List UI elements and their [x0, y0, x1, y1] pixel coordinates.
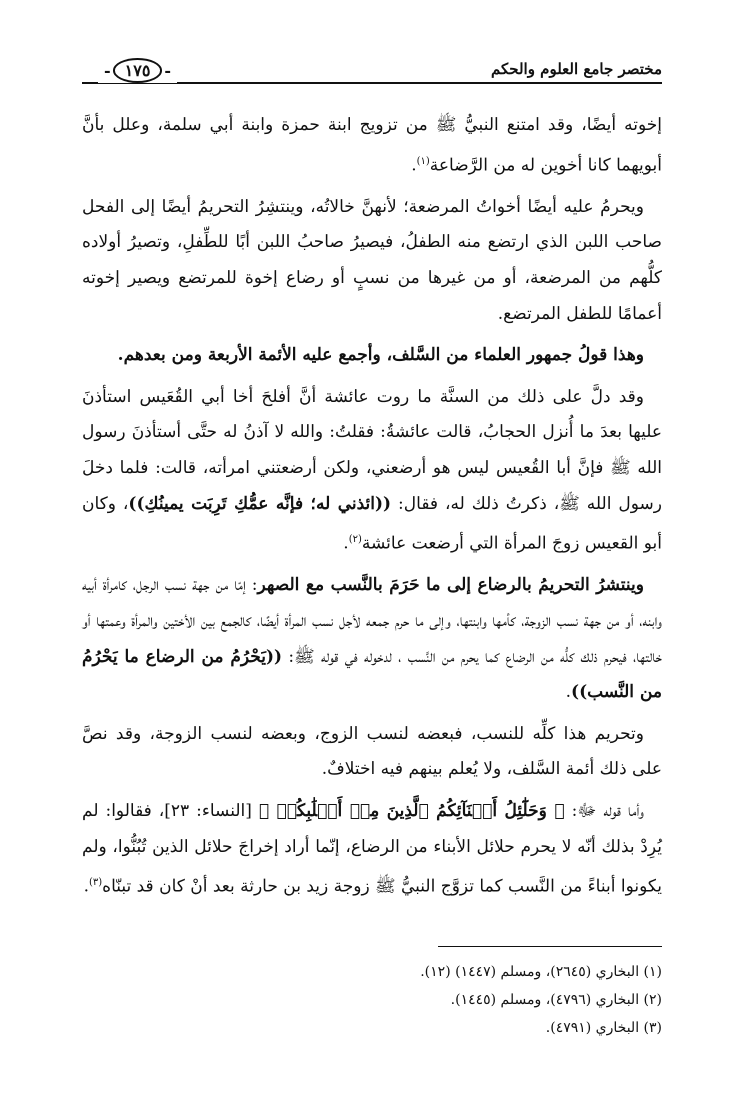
footnote-item: (١) البخاري (٢٦٤٥)، ومسلم (١٤٤٧) (١٢). — [420, 964, 662, 980]
book-title: مختصر جامع العلوم والحكم — [483, 60, 662, 78]
text-segment: وتحريم هذا كلِّه للنسب، فبعضه لنسب الزوج، وبعضه لنسب الزوجة، وقد نصَّ على ذلك أئمة السَّلف، ولا يُعلم بينهم فيه اختلافٌ. — [82, 723, 662, 780]
footnotes — [82, 958, 662, 1042]
text-segment: وقد دلَّ على ذلك من السنَّة ما روت عائشة أنَّ أفلحَ أخا أبي القُعَيس استأذنَ عليها بعدَ ما أُنزل الحجابُ، قالت عائشةُ: فقلتُ: والله لا آذنُ له حتَّى أستأذنَ رسول الله ﷺ فإنَّ أبا القُعيس ليس هو أرضعني، ولكن أرضعتني امرأته، قالت: فلما دخلَ رسول الله ﷺ، ذكرتُ ذلك له، فقال: — [82, 386, 662, 514]
text-segment: . — [411, 155, 417, 176]
dash-left: - — [104, 61, 111, 80]
footnote-item: (٢) البخاري (٤٧٩٦)، ومسلم (١٤٤٥). — [450, 992, 662, 1008]
footnote-item: (٣) البخاري (٤٧٩١). — [545, 1020, 662, 1036]
dash-right: - — [164, 61, 172, 80]
text-segment: . — [343, 533, 349, 554]
text-segment: . — [565, 682, 572, 703]
paragraph — [82, 108, 662, 184]
footnote-separator — [438, 946, 662, 947]
text-segment: إخوته أيضًا، وقد امتنع النبيُّ ﷺ من تزويج ابنة حمزة وابنة أبي سلمة، وعلل بأنَّ أبويهما كانا أخوين له من الرَّضاعة — [82, 115, 662, 176]
paragraph — [82, 190, 662, 332]
paragraph — [82, 568, 662, 710]
main-text — [82, 108, 662, 911]
text-segment: ويحرمُ عليه أيضًا أخواتُ المرضعة؛ لأنهنَّ خالاتُه، وينتشِرُ التحريمُ أيضًا إلى الفحل صاحب اللبن الذي ارتضع منه الطفلُ، فيصيرُ صاحبُ اللبن أبًا للطِّفلِ، وتصيرُ أولاده كلُّهم من المرضعة، أو من غيرها من نسبٍ أو رضاع إخوة للمرتضع ويصير إخوته أعمامًا للطفل المرتضع. — [82, 196, 662, 324]
paragraph — [82, 380, 662, 563]
text-segment: ((يَحْرُمُ من الرضاع ما يَحْرُمُ من النَّسب)) — [82, 646, 662, 703]
text-segment: . — [83, 876, 89, 897]
page-number-group — [98, 58, 177, 83]
text-segment: ، وكان أبو القعيس زوجَ المرأة التي أرضعت عائشة — [82, 493, 662, 554]
text-segment: وينتشرُ التحريمُ بالرضاع إلى ما حَرَمَ بالنَّسب مع الصهر — [257, 575, 645, 596]
paragraph — [82, 717, 662, 788]
page-header — [82, 58, 662, 94]
paragraph — [82, 794, 662, 905]
text-segment: [النساء: ٢٣]، فقالوا: لم يُرِدْ بذلك أنّه لا يحرم حلائل الأبناء من الرضاع، إنّما أراد إخراجَ حلائل الذين تُبُنُّوا، ولم يكونوا أبناءً من النَّسب كما تزوَّج النبيُّ ﷺ زوجة زيد بن حارثة بعد أنْ كان قد تبنّاه — [82, 801, 662, 897]
text-segment: : إمّا من جهة نسب الرجل، كامرأة أبيه وابنه، أو من جهة نسب الزوجة، كأمها وابنتها، وإلى ما حرم جمعه لأجل نسب المرأة أيضًا، كالجمع بين الأختين والمرأة وعمتها أو خالتها، فيحرم ذلك كلُّه من الرضاع كما يحرم من النَّسب ، لدخوله في قوله ﷺ: — [82, 575, 662, 667]
footnote-ref: (٣) — [88, 877, 103, 889]
paragraph — [82, 338, 662, 374]
text-segment: وأما قوله ﷻ: — [564, 801, 644, 821]
page-number: ١٧٥ — [113, 58, 163, 83]
text-segment: ﴿ وَحَلَٰٓئِلُ أَبۡنَآئِكُمُ ٱلَّذِينَ مِنۡ أَصۡلَٰبِكُمۡ ﴾ — [258, 801, 565, 821]
footnote-ref: (٢) — [348, 534, 362, 546]
footnote-ref: (١) — [416, 155, 430, 167]
text-segment: ((ائذني له؛ فإنَّه عمُّكِ تَرِبَت يمينُكِ)) — [128, 493, 392, 514]
text-segment: وهذا قولُ جمهور العلماء من السَّلف، وأجمع عليه الأئمة الأربعة ومن بعدهم. — [117, 345, 644, 366]
